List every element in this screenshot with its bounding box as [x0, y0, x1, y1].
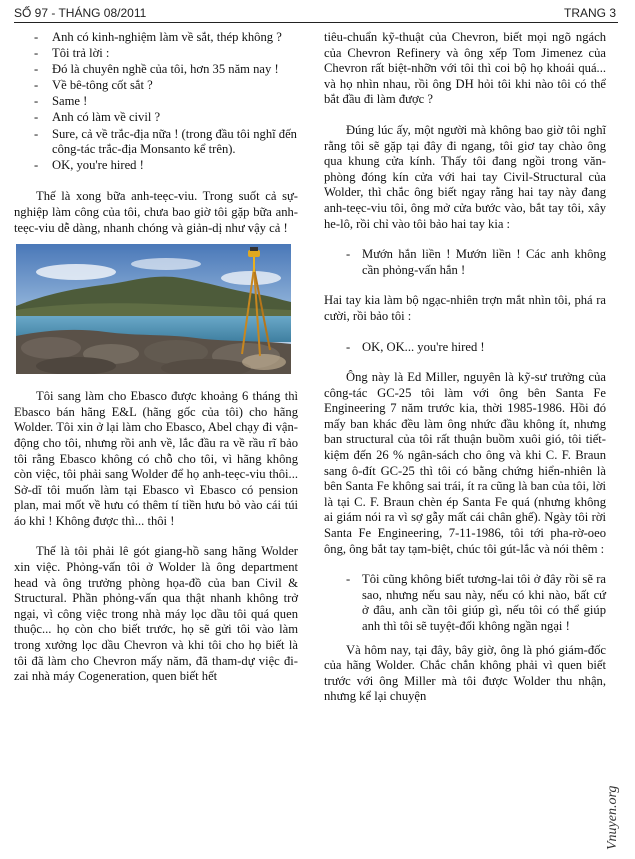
paragraph: Tôi sang làm cho Ebasco được khoảng 6 tháng thì Ebasco bán hãng E&L (hãng gốc của tôi) cho hãng Wolder. Tôi xin ở lại làm cho Ebasco, Abel chạy đi vận-động cho tôi, nhưng rồi anh về, lắc đầu ra về rầu rĩ bảo tôi rằng Ebasco không có chỗ cho tôi, vì hãng không còn việc, tôi phải sang Wolder để họ anh-teẹc-viu thôi... Sở-dĩ tôi muốn làm tại Ebasco vì Ebasco có pension plan, mai mốt về hưu có thêm tí tiền hưu bỏ vào cái túi áo khỉ ! Không được thì... thôi ! [14, 389, 298, 528]
paragraph: Hai tay kia làm bộ ngạc-nhiên trợn mắt nhìn tôi, phá ra cười, rồi bảo tôi : [324, 293, 606, 323]
quote-text: OK, OK... you're hired ! [362, 339, 485, 354]
page-header [14, 4, 616, 24]
paragraph: Thế là tôi phải lê gót giang-hồ sang hãng Wolder xin việc. Phỏng-vấn tôi ở Wolder là ông department head và ông trưởng phòng họa-đồ của ban Civil & Structural. Phần phỏng-vấn qua thật nhanh không trở ngại, vì công việc trong nhà máy lọc dầu tôi quá quen thuộc... họ còn cho biết trước, họ sẽ gửi tôi vào làm trong xưởng lọc dầu Chevron và khi tôi cho họ biết là tôi đã làm cho Chevron mấy năm, đã tham-dự việc đi-zai nhà máy Cogeneration, quen biết hết [14, 544, 298, 684]
quote-text: Mướn hắn liền ! Mướn liền ! Các anh không cần phỏng-vấn hắn ! [362, 247, 606, 277]
coastal-survey-image [16, 244, 291, 374]
dialogue-line: - Anh có kinh-nghiệm làm về sắt, thép không ? [14, 30, 298, 46]
watermark-text: Vnuyen.org [605, 785, 620, 850]
quote [324, 572, 606, 634]
dash-marker: - [346, 572, 351, 587]
dash-marker: - [346, 339, 351, 354]
site-watermark [605, 770, 625, 850]
dialogue-line: - Same ! [14, 94, 298, 110]
dash-marker: - [346, 247, 351, 262]
paragraph: Thế là xong bữa anh-teẹc-viu. Trong suốt cả sự-nghiệp làm công của tôi, chưa bao giờ tôi gặp bữa anh-teẹc-viu dễ dàng, nhanh chóng và giản-dị như vậy cả ! [14, 189, 298, 235]
dialogue-line: - Đó là chuyên nghề của tôi, hơn 35 năm nay ! [14, 62, 298, 78]
dialogue-line: - OK, you're hired ! [14, 158, 298, 174]
issue-label: SỐ 97 - THÁNG 08/2011 [14, 6, 147, 20]
paragraph: Và hôm nay, tại đây, bây giờ, ông là phó giám-đốc của hãng Wolder. Chắc chắn không phải vì quen biết trước với ông Miller mà tôi được Wolder thu nhận, nhưng kể lại chuyện [324, 642, 606, 704]
header-divider [14, 22, 618, 23]
paragraph: Ông này là Ed Miller, nguyên là kỹ-sư trưởng của công-tác GC-25 tôi làm với ông bên Santa Fe Engineering 7 năm trước kia, thời 1985-1986. Hồi đó mấy ban khác đều làm ông nhức đầu không ít, nhưng ban structural của tôi rất thuận buồm xuôi gió, tôi tiết-kiệm đến 26 % ngân-sách cho ông và khi C. F. Braun sang ô-đít GC-25 thì tôi có bằng chứng hiển-nhiên là bên Santa Fe không sai trái, ít ra cũng là ban của tôi, lời là tại C. F. Braun chèn ép Santa Fe quá (nhưng không ai giám nói ra vì sợ gẫy mất cái chân ghế). Ngày tôi rời Santa Fe Engineering, 7-11-1986, tôi tới pha-rờ-oeo ông, ông bắt tay tạm-biệt, chúc tôi gút-lắc và nói thêm : [324, 370, 606, 556]
paragraph: tiêu-chuẩn kỹ-thuật của Chevron, biết mọi ngõ ngách của Chevron Refinery và ông xếp Tom Jimenez của Chevron rất biệt-nhỡn với tôi thì coi bộ họ khoái quá... và họ nhìn nhau, rồi ông DH hỏi tôi khi nào tôi có thể bắt đầu đi làm được ? [324, 30, 606, 107]
page-number: TRANG 3 [563, 6, 616, 20]
paragraph: Đúng lúc ấy, một người mà không bao giờ tôi nghĩ rằng tôi sẽ gặp tại đây đi ngang, tôi giơ tay chào ông qua khung cửa kính. Thấy tôi đang ngồi trong văn-phòng đóng kín cửa với hai tay Civil-Structural của Wolder, thì chắc ông biết ngay rằng hai tay này đang anh-teẹc-viu tôi, ông mở cửa bước vào, bắt tay tôi, xây he-lô, rồi chỉ vào tôi bảo hai tay kia : [324, 122, 606, 231]
dialogue-line: - Về bê-tông cốt sắt ? [14, 78, 298, 94]
survey-photo [16, 244, 291, 374]
left-column [14, 30, 298, 685]
dialogue-line: - Anh có làm về civil ? [14, 110, 298, 126]
dialogue-line: - Tôi trả lời : [14, 46, 298, 62]
quote [324, 340, 606, 356]
interview-dialogue [14, 30, 298, 174]
quote [324, 247, 606, 278]
dialogue-line: - Sure, cả về trắc-địa nữa ! (trong đầu tôi nghĩ đến công-tác trắc-địa Monsanto kể trên). [14, 127, 298, 158]
right-column [324, 30, 606, 705]
quote-text: Tôi cũng không biết tương-lai tôi ở đây rồi sẽ ra sao, nhưng nếu sau này, nếu có khi nào, bất cứ ở đâu, anh cần tôi giúp gì, nếu tôi có thể giúp anh thì tôi sẽ tuyệt-đối không ngần ngại ! [362, 572, 606, 633]
